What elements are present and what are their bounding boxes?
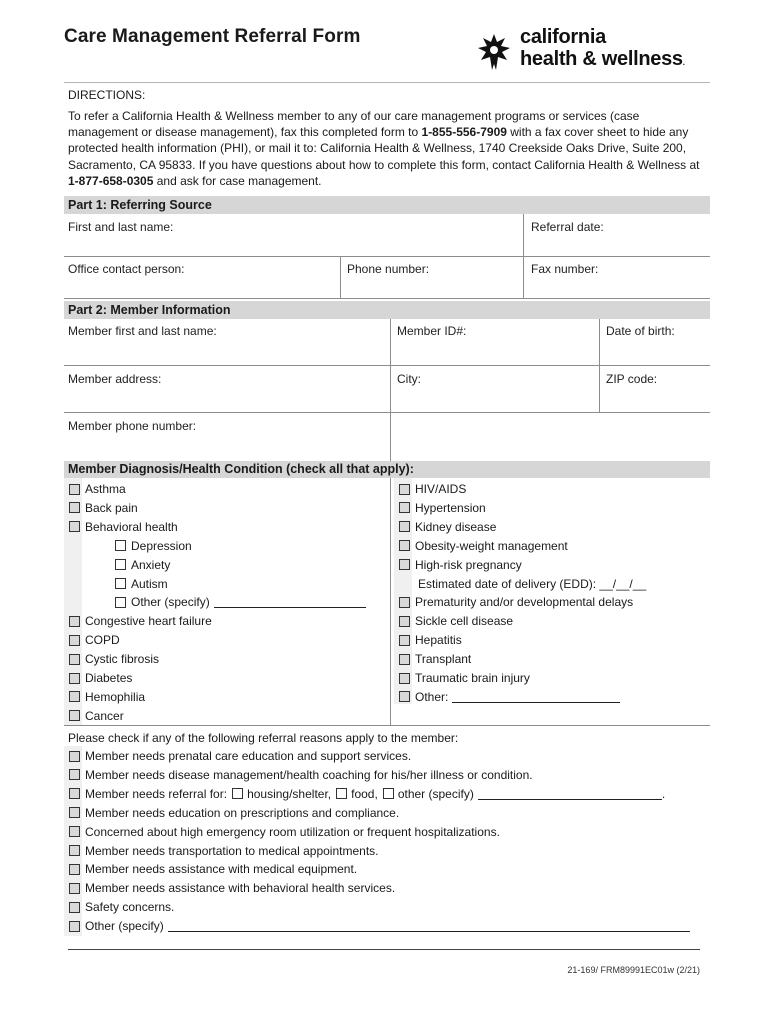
city-label: City: <box>397 372 421 386</box>
diagnosis-option <box>418 577 646 591</box>
diagnosis-option[interactable] <box>69 482 126 496</box>
checkbox[interactable] <box>69 883 80 894</box>
checkbox-label: housing/shelter, <box>247 786 332 801</box>
checkbox[interactable] <box>115 559 126 570</box>
checkbox[interactable] <box>69 654 80 665</box>
checkbox[interactable] <box>69 769 80 780</box>
part1-heading: Part 1: Referring Source <box>64 196 710 214</box>
checkbox-label: Transplant <box>415 652 472 667</box>
diagnosis-option[interactable] <box>115 558 170 572</box>
part2-heading: Part 2: Member Information <box>64 301 710 319</box>
checkbox[interactable] <box>399 540 410 551</box>
checkbox-column-shade <box>64 478 82 725</box>
checkbox-label: High-risk pregnancy <box>415 557 522 572</box>
referral-date-label: Referral date: <box>531 220 604 234</box>
referral-sub-option[interactable] <box>232 787 331 801</box>
checkbox[interactable] <box>399 673 410 684</box>
checkbox[interactable] <box>69 673 80 684</box>
referral-reason[interactable] <box>69 881 395 895</box>
checkbox-label: Member needs disease management/health coaching for his/her illness or condition. <box>85 767 533 782</box>
checkbox[interactable] <box>383 788 394 799</box>
divider <box>64 725 710 726</box>
checkbox-label: Obesity-weight management <box>415 538 568 553</box>
checkbox[interactable] <box>336 788 347 799</box>
referral-reason[interactable] <box>69 900 174 914</box>
office-contact-label: Office contact person: <box>68 262 185 276</box>
fax-number-label: Fax number: <box>531 262 599 276</box>
checkbox[interactable] <box>69 484 80 495</box>
referral-reason[interactable] <box>69 787 665 801</box>
checkbox[interactable] <box>69 691 80 702</box>
referrer-name-label: First and last name: <box>68 220 174 234</box>
checkbox[interactable] <box>115 540 126 551</box>
checkbox-label: Autism <box>131 576 168 591</box>
checkbox-label: Hemophilia <box>85 689 146 704</box>
checkbox[interactable] <box>69 788 80 799</box>
checkbox[interactable] <box>69 807 80 818</box>
referral-reason[interactable] <box>69 749 411 763</box>
member-id-label: Member ID#: <box>397 324 467 338</box>
checkbox-label: Other: <box>415 689 449 704</box>
california-health-wellness-logo-icon <box>474 30 514 74</box>
checkbox[interactable] <box>69 616 80 627</box>
diagnosis-option[interactable] <box>69 614 212 628</box>
checkbox[interactable] <box>69 826 80 837</box>
diagnosis-option[interactable] <box>69 520 178 534</box>
checkbox-label: Back pain <box>85 500 138 515</box>
checkbox-label: food, <box>351 786 378 801</box>
checkbox[interactable] <box>399 521 410 532</box>
checkbox[interactable] <box>399 654 410 665</box>
company-logo <box>474 28 704 78</box>
diagnosis-option[interactable] <box>399 652 471 666</box>
checkbox-label: Depression <box>131 538 192 553</box>
diagnosis-option[interactable] <box>399 520 496 534</box>
checkbox[interactable] <box>399 691 410 702</box>
referral-reason[interactable] <box>69 862 357 876</box>
checkbox-label: Anxiety <box>131 557 171 572</box>
diagnosis-option[interactable] <box>399 501 486 515</box>
checkbox[interactable] <box>69 502 80 513</box>
checkbox-label: Prematurity and/or developmental delays <box>415 595 634 610</box>
checkbox[interactable] <box>115 578 126 589</box>
checkbox[interactable] <box>399 616 410 627</box>
checkbox-label: Other (specify) <box>131 595 210 610</box>
referral-reason[interactable] <box>69 919 690 933</box>
logo-text-line2: health & wellness. <box>520 48 685 70</box>
checkbox-label: Cancer <box>85 708 124 723</box>
reasons-intro: Please check if any of the following referral reasons apply to the member: <box>68 731 459 745</box>
checkbox[interactable] <box>399 502 410 513</box>
divider <box>64 256 710 257</box>
fill-in-line[interactable] <box>214 596 366 608</box>
checkbox[interactable] <box>232 788 243 799</box>
checkbox-label: Member needs education on prescriptions and compliance. <box>85 805 400 820</box>
checkbox[interactable] <box>69 751 80 762</box>
fill-in-line[interactable] <box>168 920 690 932</box>
checkbox-label: Kidney disease <box>415 519 497 534</box>
divider <box>340 256 341 298</box>
diagnosis-option[interactable] <box>69 709 124 723</box>
checkbox-label: . <box>661 786 666 801</box>
checkbox-label: COPD <box>85 633 120 648</box>
diagnosis-heading: Member Diagnosis/Health Condition (check all that apply): <box>64 461 710 478</box>
checkbox[interactable] <box>69 635 80 646</box>
checkbox-label: Diabetes <box>85 671 133 685</box>
directions-text: To refer a California Health & Wellness member to any of our care management programs or services (case management or disease management), fax this completed form to 1-855-556-7909 with a fax cover sheet to hide any protected health information (PHI), or mail it to: California Health & Wellness, 1740 Creekside Oaks Drive, Suite 200, Sacramento, CA 95833. If you have questions about how to complete this form, contact California Health & Wellness at 1-877-658-0305 and ask for case management. <box>68 109 700 188</box>
form-title: Care Management Referral Form <box>64 26 361 47</box>
checkbox[interactable] <box>69 845 80 856</box>
checkbox-label: Member needs assistance with medical equipment. <box>85 862 358 877</box>
diagnosis-option[interactable] <box>399 558 522 572</box>
referral-sub-option[interactable] <box>383 787 474 801</box>
checkbox[interactable] <box>69 521 80 532</box>
checkbox[interactable] <box>69 710 80 721</box>
diagnosis-option[interactable] <box>69 501 138 515</box>
diagnosis-option[interactable] <box>115 539 192 553</box>
fill-in-line[interactable] <box>478 788 662 800</box>
diagnosis-option[interactable] <box>399 671 530 685</box>
checkbox-label: Member needs referral for: <box>85 786 228 801</box>
referral-reason[interactable] <box>69 768 533 782</box>
checkbox-label: Congestive heart failure <box>85 614 212 629</box>
checkbox[interactable] <box>69 864 80 875</box>
member-address-label: Member address: <box>68 372 162 386</box>
fill-in-line[interactable] <box>452 691 620 703</box>
diagnosis-option[interactable] <box>399 539 568 553</box>
checkbox-label: Other (specify) <box>85 919 164 934</box>
header-divider <box>64 82 710 83</box>
fax-number: 1-855-556-7909 <box>421 125 507 140</box>
phone-number: 1-877-658-0305 <box>68 173 154 188</box>
diagnosis-option[interactable] <box>399 595 633 609</box>
divider <box>64 365 710 366</box>
dob-label: Date of birth: <box>606 324 675 338</box>
member-phone-label: Member phone number: <box>68 419 197 433</box>
checkbox-label: Cystic fibrosis <box>85 652 160 667</box>
divider <box>390 478 391 726</box>
diagnosis-option[interactable] <box>115 595 366 609</box>
checkbox[interactable] <box>69 921 80 932</box>
checkbox-label: Estimated date of delivery (EDD): __/__/__ <box>418 576 647 591</box>
directions-heading: DIRECTIONS: <box>68 88 146 102</box>
checkbox-label: Concerned about high emergency room utilization or frequent hospitalizations. <box>85 824 500 839</box>
checkbox[interactable] <box>399 597 410 608</box>
diagnosis-option[interactable] <box>69 690 145 704</box>
checkbox-label: Asthma <box>85 482 126 496</box>
checkbox[interactable] <box>115 597 126 608</box>
checkbox-label: Traumatic brain injury <box>415 671 530 685</box>
checkbox[interactable] <box>69 902 80 913</box>
checkbox-label: Member needs transportation to medical appointments. <box>85 843 379 858</box>
referral-reason[interactable] <box>69 844 379 858</box>
diagnosis-option[interactable] <box>115 577 168 591</box>
checkbox[interactable] <box>399 484 410 495</box>
referral-reason[interactable] <box>69 806 399 820</box>
diagnosis-option[interactable] <box>399 690 620 704</box>
divider <box>390 319 391 461</box>
logo-text-line1: california <box>520 26 606 48</box>
checkbox-label: Behavioral health <box>85 519 178 534</box>
diagnosis-option[interactable] <box>399 482 466 496</box>
diagnosis-option[interactable] <box>69 652 159 666</box>
diagnosis-option[interactable] <box>399 633 462 647</box>
referral-sub-option[interactable] <box>336 787 378 801</box>
checkbox-label: Sickle cell disease <box>415 614 514 629</box>
diagnosis-option[interactable] <box>69 633 120 647</box>
divider <box>64 298 710 299</box>
checkbox-label: Member needs prenatal care education and support services. <box>85 749 412 763</box>
checkbox-label: HIV/AIDS <box>415 482 467 496</box>
form-code: 21-169/ FRM89991EC01w (2/21) <box>567 965 700 975</box>
divider <box>64 412 710 413</box>
footer-divider <box>68 949 700 950</box>
checkbox-label: Safety concerns. <box>85 900 175 915</box>
checkbox[interactable] <box>399 559 410 570</box>
checkbox-label: other (specify) <box>397 786 474 801</box>
member-name-label: Member first and last name: <box>68 324 217 338</box>
diagnosis-option[interactable] <box>399 614 513 628</box>
checkbox-label: Hepatitis <box>415 633 462 648</box>
phone-number-label: Phone number: <box>347 262 430 276</box>
checkbox[interactable] <box>399 635 410 646</box>
checkbox-label: Member needs assistance with behavioral health services. <box>85 881 396 896</box>
referral-reason[interactable] <box>69 825 500 839</box>
diagnosis-option[interactable] <box>69 671 132 685</box>
zip-label: ZIP code: <box>606 372 658 386</box>
checkbox-label: Hypertension <box>415 500 486 515</box>
